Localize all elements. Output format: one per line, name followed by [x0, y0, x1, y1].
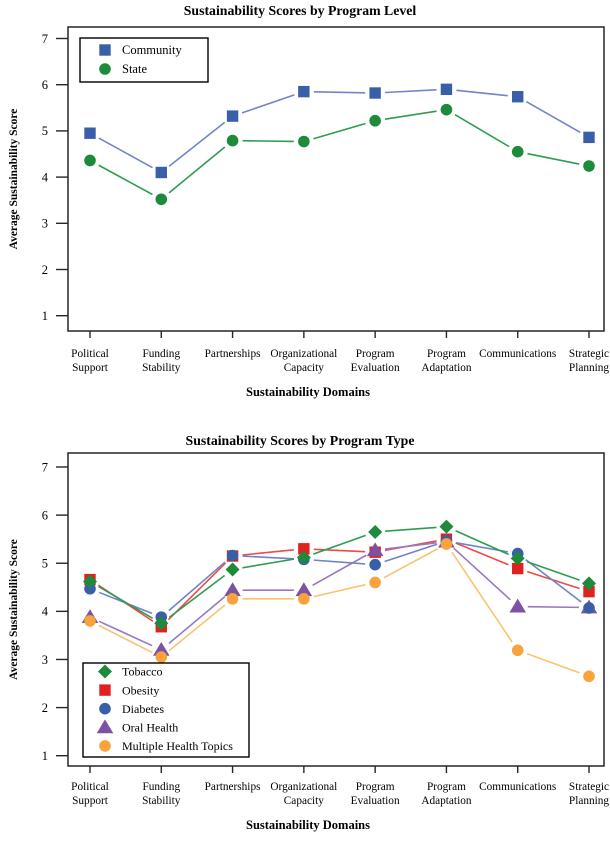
series-segment-oral-health [385, 543, 436, 549]
data-point-state [156, 194, 167, 205]
x-tick-label: Capacity [283, 795, 324, 807]
series-segment-tobacco [99, 587, 153, 619]
x-tick-label: Program [355, 348, 395, 360]
data-point-community [156, 167, 166, 177]
chart-title: Sustainability Scores by Program Level [183, 3, 417, 18]
y-axis-label: Average Sustainability Score [8, 539, 20, 680]
series-segment-obesity [243, 550, 294, 555]
data-point-multiple-health-topics [584, 671, 595, 682]
series-segment-multiple-health-topics [314, 585, 366, 597]
series-segment-community [242, 95, 294, 113]
data-point-state [299, 136, 310, 147]
y-tick-label: 7 [41, 460, 48, 475]
x-tick-label: Funding [142, 781, 181, 793]
figure-program-type [0, 430, 610, 861]
y-axis-label: Average Sustainability Score [8, 108, 20, 250]
data-point-state [512, 146, 523, 157]
data-point-community [370, 88, 380, 98]
x-tick-label: Support [72, 362, 108, 374]
data-point-community [85, 128, 95, 138]
series-segment-state [99, 165, 153, 194]
x-axis-label: Sustainability Domains [246, 818, 370, 832]
y-tick-label: 2 [41, 700, 48, 715]
data-point-community [227, 111, 237, 121]
series-segment-multiple-health-topics [99, 625, 152, 652]
data-point-multiple-health-topics [370, 577, 381, 588]
data-point-state [370, 115, 381, 126]
series-segment-tobacco [242, 559, 294, 568]
data-point-community [299, 86, 309, 96]
figure-program-level [0, 0, 610, 430]
series-segment-community [456, 90, 507, 95]
x-tick-label: Strategic [568, 348, 610, 360]
series-segment-oral-health [313, 555, 367, 585]
legend-marker-state [100, 64, 111, 75]
data-point-diabetes [584, 603, 595, 614]
x-tick-label: Program [355, 781, 395, 793]
x-tick-label: Organizational [270, 348, 338, 360]
data-point-multiple-health-topics [441, 539, 452, 550]
x-tick-label: Evaluation [350, 795, 400, 807]
program-type-chart [0, 430, 610, 861]
x-tick-label: Adaptation [421, 362, 472, 374]
x-tick-label: Planning [568, 795, 610, 807]
data-point-multiple-health-topics [299, 594, 310, 605]
y-tick-label: 5 [41, 556, 48, 571]
series-segment-community [385, 90, 436, 93]
series-segment-diabetes [526, 560, 581, 602]
series-segment-multiple-health-topics [527, 654, 579, 673]
series-segment-community [99, 138, 153, 168]
x-tick-label: Political [71, 348, 109, 360]
data-point-diabetes [370, 559, 381, 570]
data-point-tobacco [369, 526, 382, 539]
data-point-multiple-health-topics [227, 594, 238, 605]
x-tick-label: Partnerships [204, 781, 261, 793]
y-tick-label: 3 [41, 216, 48, 231]
x-tick-label: Political [71, 781, 109, 793]
series-segment-obesity [456, 543, 509, 565]
x-tick-label: Program [426, 781, 466, 793]
series-segment-oral-health [99, 621, 152, 645]
legend-label-community: Community [122, 43, 182, 58]
y-tick-label: 6 [41, 78, 48, 92]
legend-marker-obesity [100, 685, 110, 695]
series-segment-community [169, 122, 225, 166]
x-tick-label: Evaluation [350, 362, 400, 374]
x-tick-label: Stability [142, 795, 181, 807]
data-point-tobacco [226, 563, 239, 576]
legend-label-tobacco: Tobacco [122, 664, 163, 679]
series-segment-state [385, 111, 437, 119]
data-point-community [513, 92, 523, 102]
legend-label-state: State [122, 62, 147, 77]
legend-label-obesity: Obesity [122, 683, 160, 698]
legend-marker-community [100, 45, 110, 55]
legend-label-multiple-health-topics: Multiple Health Topics [122, 739, 233, 754]
y-tick-label: 7 [41, 31, 48, 46]
series-segment-community [526, 102, 580, 133]
data-point-multiple-health-topics [85, 616, 96, 627]
x-tick-label: Partnerships [204, 348, 261, 360]
x-axis-label: Sustainability Domains [246, 385, 370, 399]
chart-title: Sustainability Scores by Program Type [185, 433, 415, 448]
series-segment-state [455, 115, 509, 147]
x-tick-label: Organizational [270, 781, 338, 793]
data-point-oral-health [510, 600, 525, 612]
y-tick-label: 5 [41, 124, 48, 139]
data-point-multiple-health-topics [512, 645, 523, 656]
x-tick-label: Adaptation [421, 795, 472, 807]
data-point-state [227, 135, 238, 146]
legend-marker-diabetes [100, 703, 111, 714]
legend-marker-multiple-health-topics [100, 741, 111, 752]
y-tick-label: 3 [41, 652, 48, 667]
data-point-state [441, 104, 452, 115]
x-tick-label: Communications [479, 348, 557, 360]
x-tick-label: Funding [142, 348, 181, 360]
series-segment-state [243, 141, 294, 142]
data-point-multiple-health-topics [156, 652, 167, 663]
x-tick-label: Capacity [283, 362, 324, 374]
series-segment-tobacco [527, 562, 579, 580]
data-point-state [584, 161, 595, 172]
series-segment-diabetes [243, 556, 294, 559]
y-tick-label: 4 [41, 604, 48, 619]
series-segment-state [169, 147, 225, 193]
x-tick-label: Support [72, 795, 108, 807]
data-point-tobacco [440, 520, 453, 533]
legend-label-diabetes: Diabetes [122, 701, 164, 716]
x-tick-label: Planning [568, 362, 610, 374]
y-tick-label: 4 [41, 170, 48, 185]
series-segment-tobacco [169, 576, 224, 618]
data-point-state [85, 155, 96, 166]
series-segment-community [314, 92, 365, 93]
x-tick-label: Stability [142, 362, 181, 374]
series-segment-tobacco [456, 531, 509, 555]
data-point-community [441, 84, 451, 94]
x-tick-label: Strategic [568, 781, 610, 793]
y-tick-label: 1 [41, 309, 48, 323]
y-tick-label: 6 [41, 508, 48, 523]
series-segment-tobacco [385, 527, 436, 531]
series-segment-oral-health [528, 607, 579, 608]
program-level-chart [0, 0, 610, 430]
data-point-diabetes [227, 550, 238, 561]
series-segment-oral-health [454, 548, 511, 599]
y-tick-label: 1 [41, 749, 48, 763]
series-segment-state [313, 124, 365, 139]
data-point-community [584, 132, 594, 142]
legend-label-oral-health: Oral Health [122, 720, 179, 735]
x-tick-label: Communications [479, 781, 557, 793]
x-tick-label: Program [426, 348, 466, 360]
y-tick-label: 2 [41, 262, 48, 277]
series-segment-multiple-health-topics [452, 552, 512, 642]
series-segment-state [528, 154, 580, 164]
